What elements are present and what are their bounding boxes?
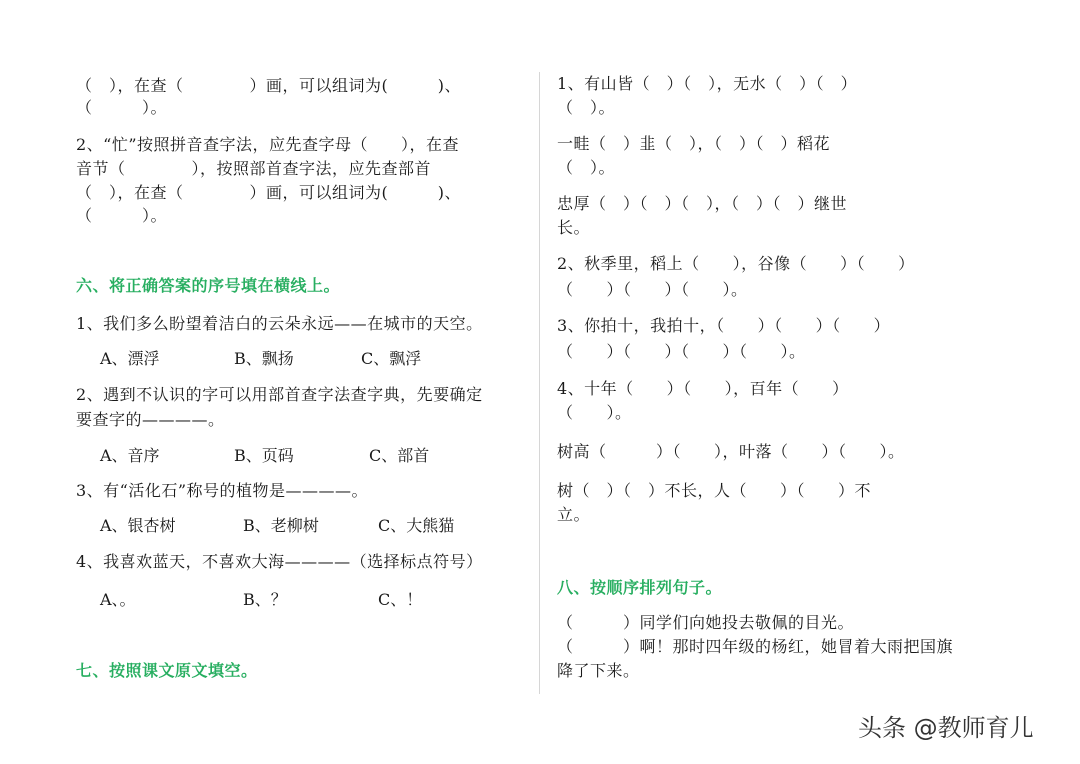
proverb-4-line-5: 立。 <box>557 505 591 524</box>
s6-question-2: 2、遇到不认识的字可以用部首查字法查字典，先要确定 <box>76 385 483 404</box>
s6-question-4: 4、我喜欢蓝天，不喜欢大海————（选择标点符号） <box>76 552 483 571</box>
s6-q1-option-c: C、飘浮 <box>361 349 422 368</box>
poem-1-line-3: 一畦（ ）韭（ ），（ ）（ ）稻花 <box>557 134 831 153</box>
section-8-heading: 八、按顺序排列句子。 <box>557 578 723 597</box>
s6-question-1: 1、我们多么盼望着洁白的云朵永远——在城市的天空。 <box>76 314 483 333</box>
q2-line-3: （ ），在查（ ）画，可以组词为( )、 <box>76 183 461 202</box>
s6-q4-option-a: A、。 <box>100 590 136 609</box>
section-7-heading: 七、按照课文原文填空。 <box>76 661 258 680</box>
s6-q1-option-a: A、漂浮 <box>100 349 160 368</box>
section-6-heading: 六、将正确答案的序号填在横线上。 <box>76 276 341 295</box>
poem-1-line-6: 长。 <box>557 218 591 237</box>
proverb-4-line-1: 4、十年（ ）（ ），百年（ ） <box>557 379 849 398</box>
q2-line-1: 2、“忙”按照拼音查字法，应先查字母（ ），在查 <box>76 135 460 154</box>
rhyme-3-line-2: （ ）（ ）（ ）（ ）。 <box>557 342 806 361</box>
poem-1-line-5: 忠厚（ ）（ ）（ ），（ ）（ ）继世 <box>557 194 848 213</box>
intro-line-2: （ ）。 <box>76 98 168 117</box>
s6-q3-option-a: A、银杏树 <box>100 516 176 535</box>
s6-question-3: 3、有“活化石”称号的植物是————。 <box>76 481 369 500</box>
s6-q4-option-b: B、？ <box>243 590 287 609</box>
proverb-4-line-2: （ ）。 <box>557 403 632 422</box>
s8-sentence-1: （ ）同学们向她投去敬佩的目光。 <box>557 613 855 632</box>
poem-1-line-2: （ ）。 <box>557 98 616 117</box>
rhyme-2-line-2: （ ）（ ）（ ）。 <box>557 280 748 299</box>
s8-sentence-2: （ ）啊！那时四年级的杨红，她冒着大雨把国旗 <box>557 637 954 656</box>
s6-q3-option-c: C、大熊猫 <box>378 516 455 535</box>
column-divider <box>539 72 540 694</box>
s6-q3-option-b: B、老柳树 <box>243 516 319 535</box>
q2-line-4: （ ）。 <box>76 206 168 225</box>
rhyme-2-line-1: 2、秋季里，稻上（ ），谷像（ ）（ ） <box>557 254 915 273</box>
rhyme-3-line-1: 3、你拍十，我拍十，（ ）（ ）（ ） <box>557 316 891 335</box>
q2-line-2: 音节（ ），按照部首查字法，应先查部首 <box>76 159 432 178</box>
s6-q2-option-b: B、页码 <box>234 446 294 465</box>
s6-question-2-cont: 要查字的————。 <box>76 410 225 429</box>
proverb-4-line-3: 树高（ ）（ ），叶落（ ）（ ）。 <box>557 442 905 461</box>
s6-q1-option-b: B、飘扬 <box>234 349 294 368</box>
watermark-text: 头条 @教师育儿 <box>858 714 1034 742</box>
s6-q2-option-a: A、音序 <box>100 446 160 465</box>
s6-q2-option-c: C、部首 <box>369 446 430 465</box>
s6-q4-option-c: C、！ <box>378 590 423 609</box>
intro-line-1: （ ），在查（ ）画，可以组词为( )、 <box>76 76 461 95</box>
proverb-4-line-4: 树（ ）（ ）不长，人（ ）（ ）不 <box>557 481 872 500</box>
poem-1-line-1: 1、有山皆（ ）（ ），无水（ ）（ ） <box>557 74 858 93</box>
s8-sentence-2-cont: 降了下来。 <box>557 661 640 680</box>
poem-1-line-4: （ ）。 <box>557 158 616 177</box>
